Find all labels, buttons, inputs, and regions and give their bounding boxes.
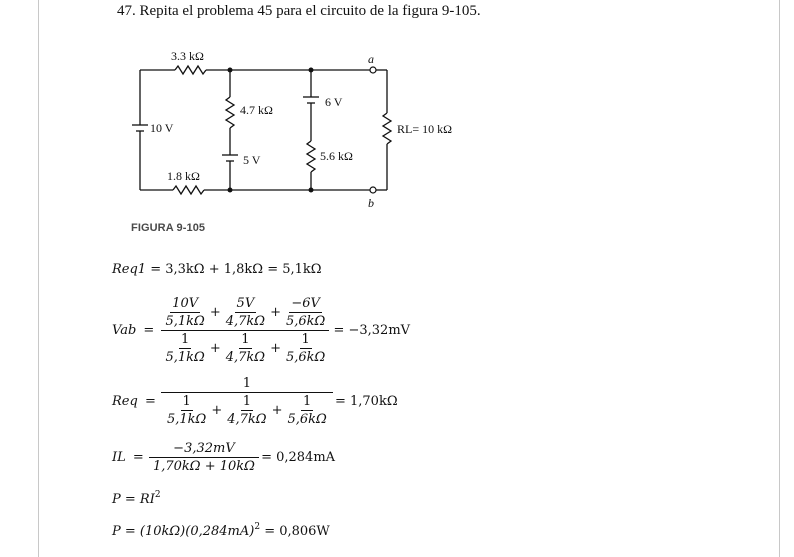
vab-num-3: −6V [291, 296, 320, 311]
il-numerator: −3,32mV [149, 441, 259, 458]
vab-den-2: 1 [241, 332, 250, 347]
label-v3: 6 V [325, 95, 343, 109]
label-r3: 5.6 kΩ [320, 149, 353, 163]
equation-req1 [112, 262, 322, 277]
equation-power-result [112, 522, 330, 539]
req-fraction: 1 $\frac{1}{5,1k\Omega}$ + $\frac{1}{4,7k\Omega}$ + $\frac{1}{5,6k\Omega}$ [163, 376, 331, 427]
vab-den-1-den: 5,1kΩ [165, 350, 205, 365]
vab-den-3-den: 5,6kΩ [285, 350, 326, 365]
vab-num-1: 10V [172, 296, 199, 311]
vab-num-2-den: 4,7kΩ [225, 314, 266, 329]
circuit-diagram [0, 0, 794, 260]
junction-dot [228, 68, 233, 73]
p2-result: = 0,806W [260, 524, 330, 539]
req-den-1-den: 5,1kΩ [167, 412, 207, 427]
problem-text: Repita el problema 45 para el circuito de la figura 9-105. [139, 3, 481, 19]
vab-num-2: 5V [236, 296, 255, 311]
il-denominator: 1,70kΩ + 10kΩ [152, 459, 255, 474]
label-v1: 10 V [150, 121, 174, 135]
il-result: = 0,284mA [261, 450, 336, 465]
label-node-b: b [368, 196, 374, 210]
label-rl: RL= 10 kΩ [397, 122, 453, 136]
vab-den-3: 1 [301, 332, 310, 347]
terminal-a [370, 67, 376, 73]
p1-exponent: 2 [154, 490, 161, 500]
req-result: = 1,70kΩ [334, 394, 398, 409]
label-r2: 4.7 kΩ [240, 103, 273, 117]
label-node-a: a [368, 52, 374, 66]
terminal-b [370, 187, 376, 193]
vab-den-1: 1 [181, 332, 190, 347]
equation-vab: Vab = $\frac{10V}{5,1k\Omega}$ + $\frac{5V}{4,7k\Omega}$ + $\frac{-6V}{5,6k\Omega}$ $\frac{1}{5,1k\Omega}$ + $\frac{1}{4,7k\Omega}$ + $\frac{1}{5,6k\Omega}$ = −3,32mV [112, 296, 411, 365]
label-v2: 5 V [243, 153, 261, 167]
req1-rhs: = 3,3kΩ + 1,8kΩ = 5,1kΩ [150, 262, 322, 277]
equation-req: Req = 1 $\frac{1}{5,1k\Omega}$ + $\frac{1}{4,7k\Omega}$ + $\frac{1}{5,6k\Omega}$ = 1,70kΩ [112, 376, 398, 427]
req-lhs: Req [112, 394, 138, 409]
req-den-2: 1 [242, 394, 252, 409]
vab-fraction: $\frac{10V}{5,1k\Omega}$ + $\frac{5V}{4,7k\Omega}$ + $\frac{-6V}{5,6k\Omega}$ $\frac{1}{5,1k\Omega}$ + $\frac{1}{4,7k\Omega}$ + $\frac{1}{5,6k\Omega}$ [161, 296, 329, 365]
p2-text: P = (10kΩ)(0,284mA) [112, 524, 255, 539]
vab-den-2-den: 4,7kΩ [225, 350, 266, 365]
req-den-1: 1 [182, 394, 191, 409]
req-numerator: 1 [161, 376, 333, 393]
junction-dot [309, 188, 314, 193]
resistor-rl [383, 113, 391, 144]
vab-result: = −3,32mV [333, 323, 411, 338]
vab-num-3-den: 5,6kΩ [285, 314, 326, 329]
label-r1: 3.3 kΩ [171, 49, 204, 63]
il-lhs: IL [112, 450, 126, 465]
equation-power-formula [112, 490, 161, 507]
il-fraction [151, 441, 257, 474]
req-den-3-den: 5,6kΩ [287, 412, 327, 427]
resistor-4-7k [226, 97, 234, 128]
vab-lhs: Vab [112, 323, 137, 338]
p2-exponent: 2 [254, 522, 261, 532]
resistor-1-8k [173, 186, 204, 194]
req-den-3: 1 [303, 394, 312, 409]
req1-lhs: Req1 [112, 262, 147, 277]
equation-il: IL = $\frac{-3,32mV}{1,70k\Omega + 10k\Omega}$ = 0,284mA [112, 441, 336, 474]
label-r4: 1.8 kΩ [167, 169, 200, 183]
req-den-2-den: 4,7kΩ [227, 412, 267, 427]
resistor-3-3k [175, 66, 206, 74]
problem-number: 47. [117, 3, 136, 19]
junction-dot [309, 68, 314, 73]
junction-dot [228, 188, 233, 193]
vab-num-1-den: 5,1kΩ [165, 314, 205, 329]
p1-text: P = RI [112, 492, 155, 507]
figure-caption: FIGURA 9-105 [131, 222, 206, 234]
resistor-5-6k [307, 141, 315, 172]
